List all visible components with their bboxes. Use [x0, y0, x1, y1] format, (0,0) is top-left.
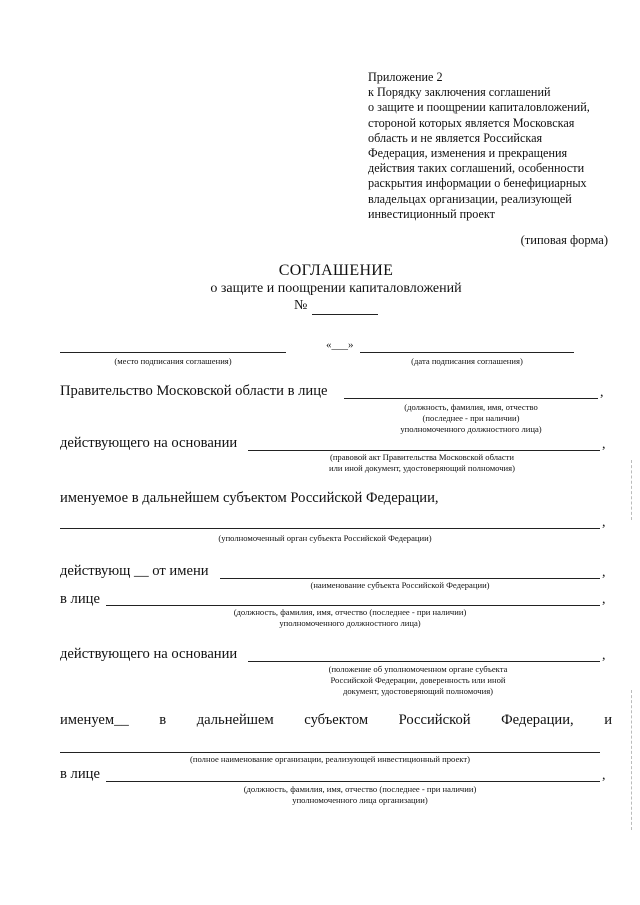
appendix-line: действия таких соглашений, особенности: [368, 161, 585, 176]
page-subtitle: о защите и поощрении капиталовложений: [210, 281, 462, 296]
hint-line: (правовой акт Правительства Московской области: [329, 452, 515, 462]
hint-line: уполномоченного лица организации): [292, 795, 428, 805]
basis-field[interactable]: [248, 450, 600, 451]
basis-hint: [286, 664, 550, 697]
agreement-number-label: №: [294, 298, 308, 313]
named-word: в: [159, 712, 167, 728]
signing-place-field[interactable]: [60, 352, 286, 353]
page-title: СОГЛАШЕНИЕ: [278, 262, 394, 279]
gov-person-hint: [344, 402, 598, 435]
named-word: и: [604, 712, 612, 728]
org-person-field[interactable]: [106, 781, 600, 782]
named-subject-line: [60, 712, 612, 729]
appendix-line: Приложение 2: [368, 70, 443, 84]
appendix-line: инвестиционный проект: [368, 206, 495, 221]
named-word: Федерации,: [501, 712, 574, 728]
signing-date-field[interactable]: [360, 352, 574, 353]
comma: ,: [602, 592, 606, 607]
person-label: в лице: [60, 766, 100, 782]
hint-line: уполномоченного должностного лица): [279, 618, 421, 628]
named-word: Российской: [398, 712, 471, 728]
organization-field[interactable]: [60, 752, 600, 753]
appendix-line: стороной которых является Московская: [368, 115, 575, 130]
official-field[interactable]: [106, 605, 600, 606]
appendix-header: [368, 70, 630, 222]
scan-edge-mark: [631, 690, 633, 830]
gov-person-label: Правительство Московской области в лице: [60, 383, 328, 399]
basis-field[interactable]: [248, 661, 600, 662]
person-label: в лице: [60, 591, 100, 607]
signing-day-quote: «___»: [326, 339, 354, 351]
comma: ,: [602, 437, 606, 452]
appendix-line: область и не является Российская: [368, 130, 543, 145]
comma: ,: [600, 385, 604, 400]
hint-line: Российской Федерации, доверенность или иной: [330, 675, 506, 685]
comma: ,: [602, 515, 606, 530]
comma: ,: [602, 768, 606, 783]
organization-hint: (полное наименование организации, реализующей инвестиционный проект): [190, 754, 470, 764]
subject-name-field[interactable]: [220, 578, 600, 579]
scan-edge-mark: [631, 460, 633, 520]
subject-label: именуемое в дальнейшем субъектом Российской Федерации,: [60, 490, 439, 506]
basis-hint: [290, 452, 554, 474]
hint-line: (последнее - при наличии): [422, 413, 520, 423]
appendix-line: раскрытия информации о бенефициарных: [368, 176, 587, 191]
appendix-line: о защите и поощрении капиталовложений,: [368, 100, 590, 115]
hint-line: (должность, фамилия, имя, отчество (последнее - при наличии): [233, 607, 467, 617]
named-word: именуем__: [60, 712, 129, 728]
subject-name-hint: (наименование субъекта Российской Федерации): [310, 580, 490, 590]
hint-line: уполномоченного должностного лица): [400, 424, 542, 434]
signing-date-hint: (дата подписания соглашения): [411, 356, 523, 366]
comma: ,: [602, 565, 606, 580]
hint-line: (должность, фамилия, имя, отчество: [404, 402, 538, 412]
acting-label: действующ __ от имени: [60, 563, 209, 579]
basis-label: действующего на основании: [60, 435, 238, 451]
authority-hint: (уполномоченный орган субъекта Российской Федерации): [218, 533, 432, 543]
signing-place-hint: (место подписания соглашения): [114, 356, 232, 366]
comma: ,: [602, 648, 606, 663]
named-word: субъектом: [304, 712, 369, 728]
gov-person-field[interactable]: [344, 398, 598, 399]
hint-line: (положение об уполномоченном органе субъекта: [328, 664, 508, 674]
official-hint: [190, 607, 510, 629]
appendix-line: к Порядку заключения соглашений: [368, 85, 551, 100]
hint-line: (должность, фамилия, имя, отчество (последнее - при наличии): [243, 784, 477, 794]
hint-line: или иной документ, удостоверяющий полномочия): [329, 463, 515, 473]
hint-line: документ, удостоверяющий полномочия): [342, 686, 494, 696]
org-person-hint: [200, 784, 520, 806]
named-word: дальнейшем: [196, 712, 274, 728]
authority-field[interactable]: [60, 528, 600, 529]
appendix-line: Федерация, изменения и прекращения: [368, 146, 568, 161]
basis-label: действующего на основании: [60, 646, 238, 662]
form-type-label: (типовая форма): [520, 233, 608, 247]
appendix-line: владельцах организации, реализующей: [368, 191, 572, 206]
agreement-number-field[interactable]: [312, 314, 378, 315]
